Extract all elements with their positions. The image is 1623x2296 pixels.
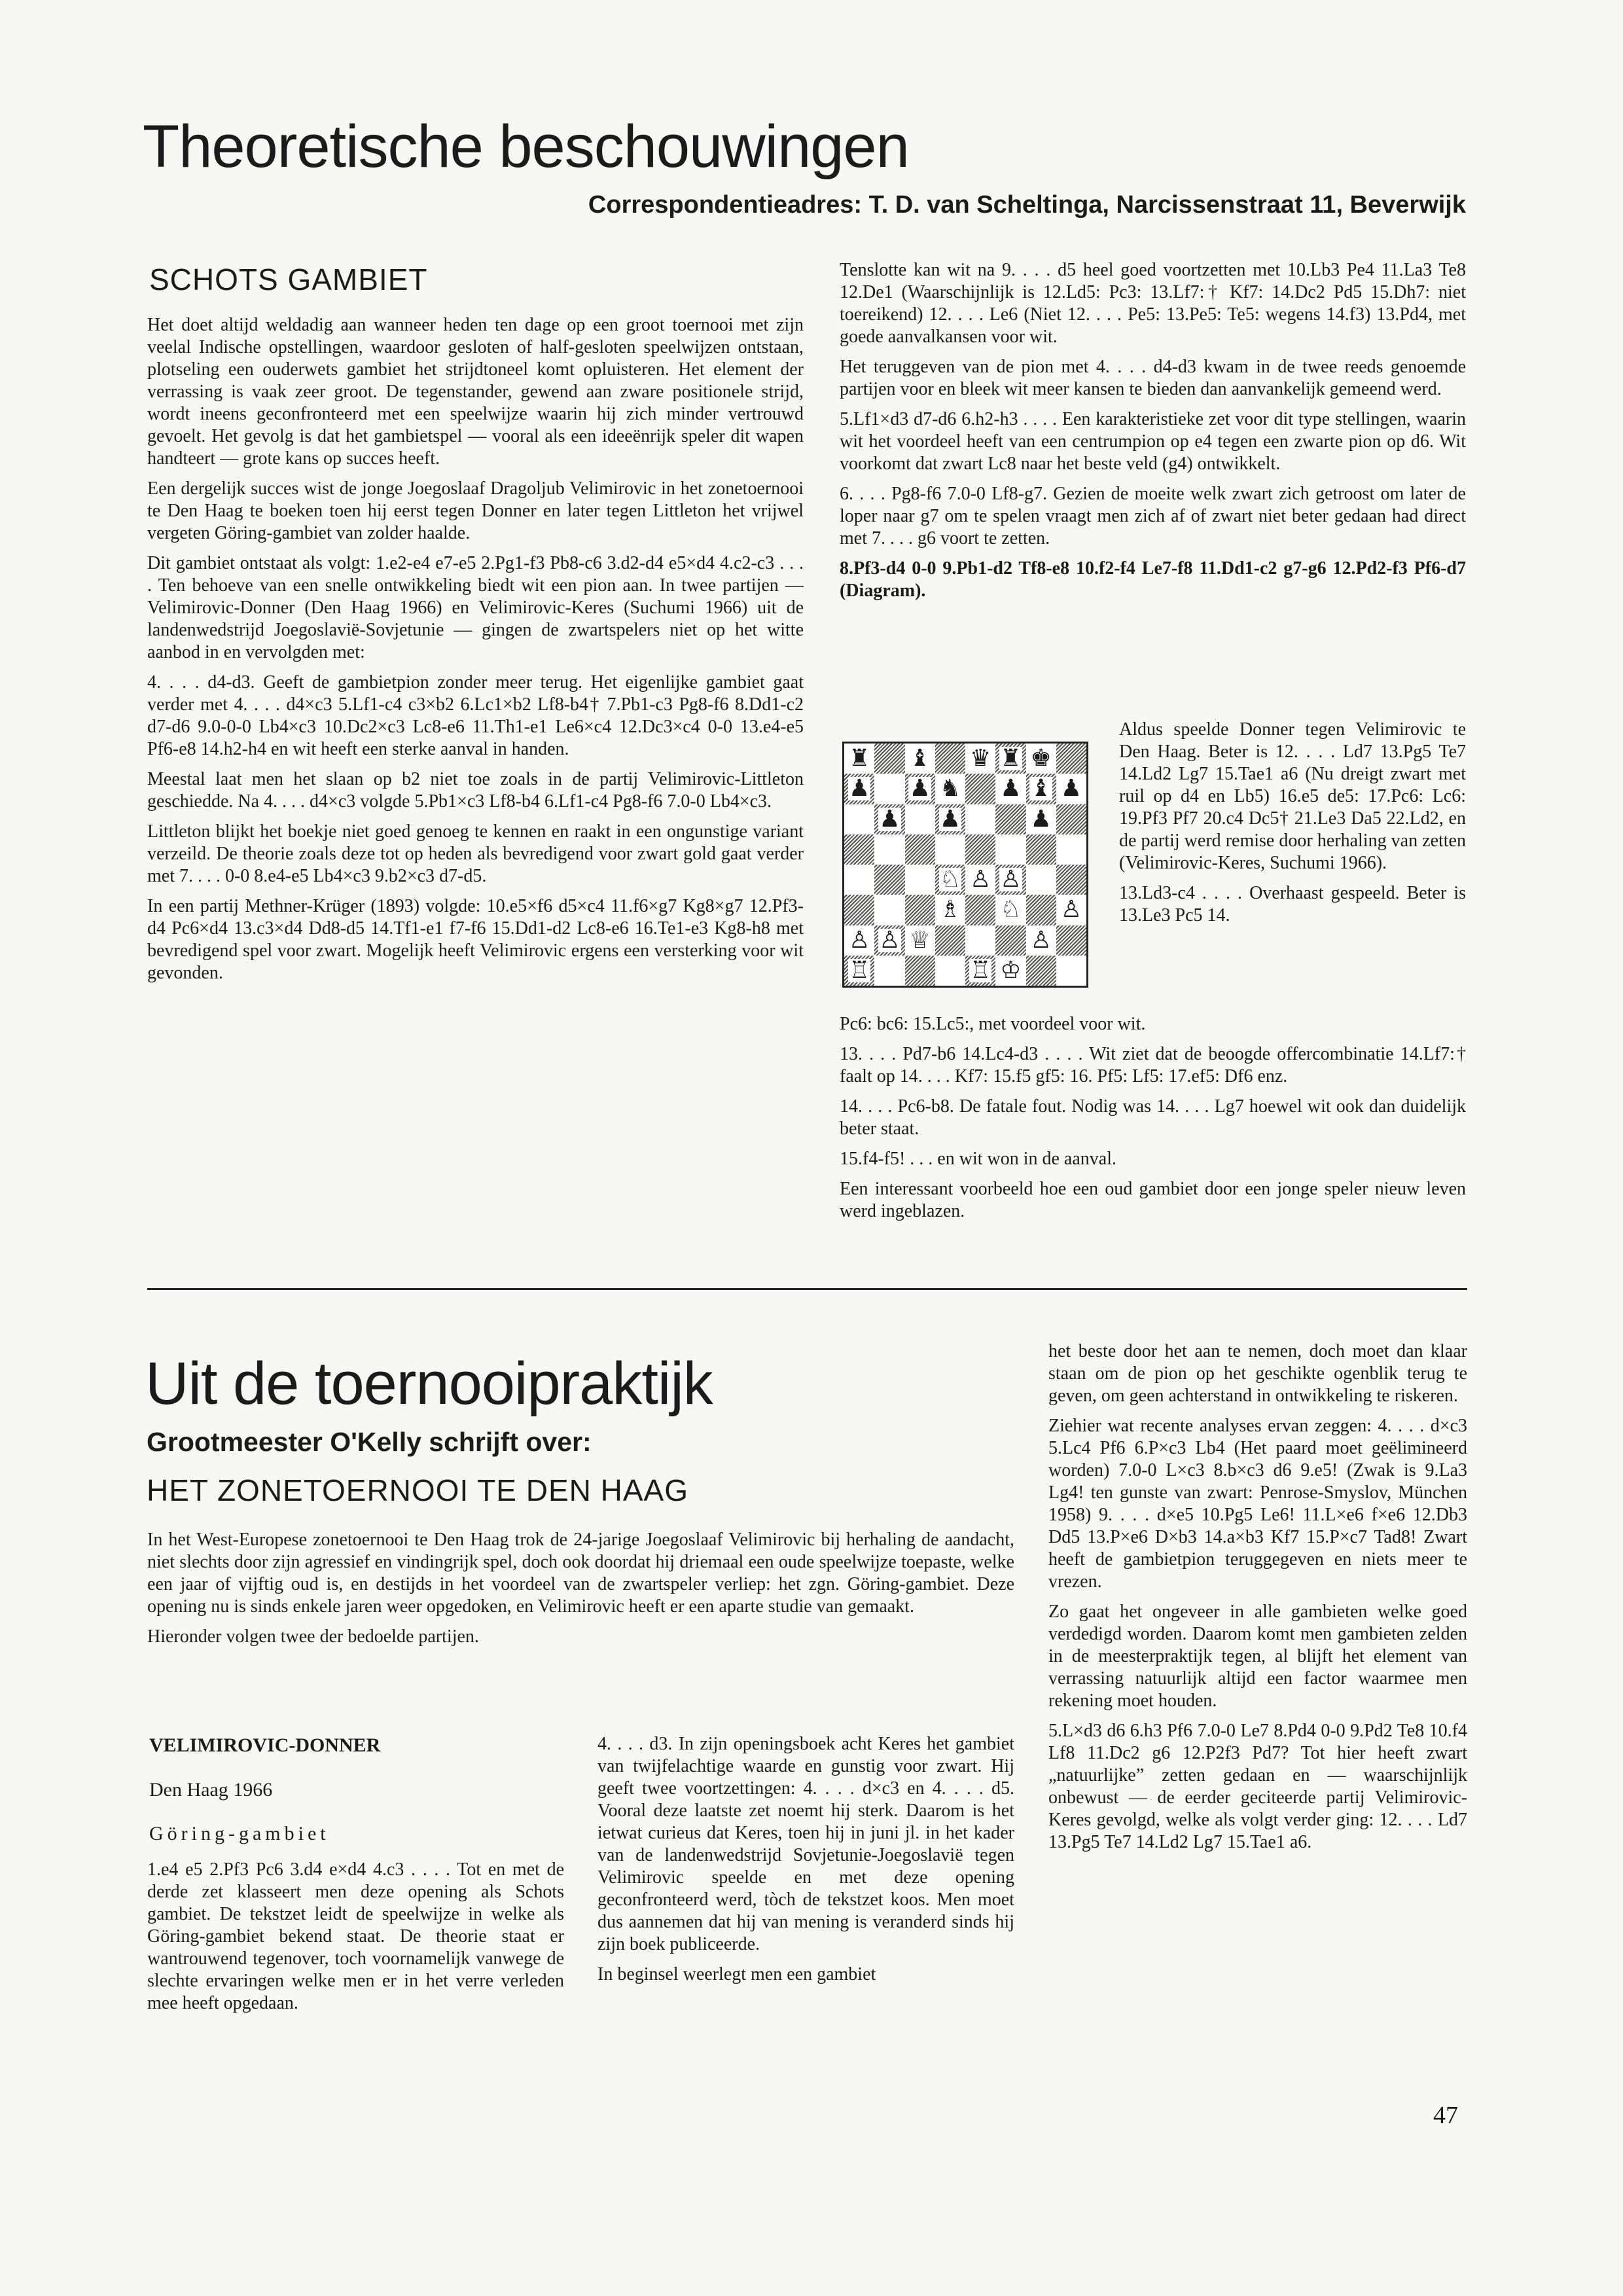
board-square-f4 (995, 865, 1026, 895)
board-square-h2 (1056, 925, 1086, 956)
board-square-e5 (965, 834, 995, 865)
paragraph: 8.Pf3-d4 0-0 9.Pb1-d2 Tf8-e8 10.f2-f4 Le7-f8 11.Dd1-c2 g7-g6 12.Pd2-f3 Pf6-d7 (Diagram). (840, 558, 1466, 601)
board-square-c1 (905, 956, 935, 986)
board-square-g7 (1026, 774, 1056, 804)
board-square-g1 (1026, 956, 1056, 986)
chess-piece: ♞ (939, 775, 961, 802)
paragraph: Dit gambiet ontstaat als volgt: 1.e2-e4 e7-e5 2.Pg1-f3 Pb8-c6 3.d2-d4 e5×d4 4.c2-c3 . . . . Ten behoeve van een snelle ontwikkeling biedt wit een pion aan. In twee partijen — Velimirovic-Donner (Den Haag 1966) en Velimirovic-Keres (Suchumi 1966) uit de landenwedstrijd Joegoslavië-Sovjetunie — gingen de zwartspelers niet op het witte aanbod in en vervolgden met: (147, 553, 804, 662)
board-square-f2 (995, 925, 1026, 956)
paragraph: Zo gaat het ongeveer in alle gambieten welke goed verdedigd worden. Daarom komt men gambieten zelden in de meesterpraktijk tegen, al blijft het element van verrassing natuurlijk altijd een factor waarmee men rekening moet houden. (1048, 1602, 1467, 1711)
paragraph: Hieronder volgen twee der bedoelde partijen. (147, 1626, 479, 1647)
chess-piece: ♜ (1000, 745, 1022, 772)
board-square-e3 (965, 895, 995, 925)
board-square-h8 (1056, 744, 1086, 774)
board-square-f8 (995, 744, 1026, 774)
paragraph: Pc6: bc6: 15.Lc5:, met voordeel voor wit. (840, 1014, 1146, 1034)
chess-piece: ♔ (1000, 956, 1022, 984)
board-square-d8 (935, 744, 965, 774)
board-square-a7 (844, 774, 874, 804)
board-square-a2 (844, 925, 874, 956)
chess-piece: ♟ (1060, 775, 1082, 802)
board-square-a6 (844, 804, 874, 834)
article2-title: Uit de toernooipraktijk (145, 1350, 713, 1417)
chess-piece: ♚ (1030, 745, 1052, 772)
chess-piece: ♕ (909, 926, 931, 954)
paragraph: In beginsel weerlegt men een gambiet (597, 1964, 876, 1984)
board-square-a3 (844, 895, 874, 925)
paragraph: 4. . . . d4-d3. Geeft de gambietpion zonder meer terug. Het eigenlijke gambiet gaat verder met 4. . . . d4×c3 5.Lf1-c4 c3×b2 6.Lc1×b2 Lf8-b4† 7.Pb1-c3 Pg8-f6 8.Dd1-c2 d7-d6 9.0-0-0 Lb4×c3 10.Dc2×c3 Lc8-e6 11.Th1-e1 Le6×c4 12.Dc3×c4 0-0 13.e4-e5 Pf6-e8 14.h2-h4 en wit heeft een sterke aanval in handen. (147, 672, 804, 759)
paragraph: Aldus speelde Donner tegen Velimirovic te Den Haag. Beter is 12. . . . Ld7 13.Pg5 Te7 14.Ld2 Lg7 15.Tae1 a6 (Nu dreigt zwart met ruil op d4 en Lb5) 16.e5 de5: 17.Pc6: Lc6: 19.Pf3 Pf7 20.c4 Dc5† 21.Le3 Da5 22.Ld2, en de partij werd remise door herhaling van zetten (Velimirovic-Keres, Suchumi 1966). (1119, 719, 1466, 873)
chess-piece: ♙ (1000, 866, 1022, 893)
board-square-a4 (844, 865, 874, 895)
board-square-a1 (844, 956, 874, 986)
board-square-e2 (965, 925, 995, 956)
board-square-e1 (965, 956, 995, 986)
paragraph: Een interessant voorbeeld hoe een oud gambiet door een jonge speler nieuw leven werd ingeblazen. (840, 1179, 1466, 1221)
board-square-d2 (935, 925, 965, 956)
chess-piece: ♙ (969, 866, 991, 893)
chess-piece: ♜ (848, 745, 870, 772)
chess-piece: ♟ (1000, 775, 1022, 802)
paragraph: 5.L×d3 d6 6.h3 Pf6 7.0-0 Le7 8.Pd4 0-0 9.Pd2 Te8 10.f4 Lf8 11.Dc2 g6 12.P2f3 Pd7? Tot hier heeft zwart „natuurlijke” zetten gedaan en — waarschijnlijk onbewust — de eerder geciteerde partij Velimirovic-Keres gevolgd, welke als volgt verder ging: 12. . . . Ld7 13.Pg5 Te7 14.Ld2 Lg7 15.Tae1 a6. (1048, 1721, 1467, 1852)
board-square-g2 (1026, 925, 1056, 956)
board-square-b8 (874, 744, 904, 774)
correspondence-address: Correspondentieadres: T. D. van Scheltinga, Narcissenstraat 11, Beverwijk (588, 191, 1466, 219)
paragraph: Littleton blijkt het boekje niet goed genoeg te kennen en raakt in een ongunstige variant verzeild. De theorie zoals deze tot op heden als bevredigend voor zwart gold gaat verder met 7. . . . 0-0 8.e4-e5 Lb4×c3 9.b2×c3 d7-d5. (147, 821, 804, 886)
paragraph: 13.Ld3-c4 . . . . Overhaast gespeeld. Beter is 13.Le3 Pc5 14. (1119, 883, 1466, 925)
chess-diagram (842, 742, 1088, 988)
article2-byline: Grootmeester O'Kelly schrijft over: (147, 1427, 592, 1457)
chess-piece: ♙ (1060, 896, 1082, 924)
board-square-e8 (965, 744, 995, 774)
article2-column-2 (597, 1733, 1014, 1994)
chess-piece: ♙ (879, 926, 901, 954)
board-square-c4 (905, 865, 935, 895)
chess-piece: ♟ (879, 805, 901, 833)
board-square-c5 (905, 834, 935, 865)
board-square-h4 (1056, 865, 1086, 895)
board-square-h7 (1056, 774, 1086, 804)
board-square-c7 (905, 774, 935, 804)
board-square-g4 (1026, 865, 1056, 895)
article1-right-column-continued (840, 1013, 1466, 1230)
chess-piece: ♖ (969, 956, 991, 984)
chess-piece: ♙ (848, 926, 870, 954)
board-square-d5 (935, 834, 965, 865)
board-square-g6 (1026, 804, 1056, 834)
board-square-b3 (874, 895, 904, 925)
board-square-g8 (1026, 744, 1056, 774)
board-square-a8 (844, 744, 874, 774)
article1-left-column (147, 314, 804, 992)
board-square-b2 (874, 925, 904, 956)
paragraph: 4. . . . d3. In zijn openingsboek acht Keres het gambiet van twijfelachtige waarde en gunstig voor zwart. Hij geeft twee voortzettingen: 4. . . . d×c3 en 4. . . . d5. Vooral deze laatste zet noemt hij sterk. Daarom is het ietwat curieus dat Keres, toen hij in juni jl. in het kader van de landenwedstrijd Sovjetunie-Joegoslavië tegen Velimirovic speelde en met deze opening geconfronteerd werd, tòch de tekstzet koos. Men moet dus aannemen dat hij van mening is veranderd sinds hij zijn boek publiceerde. (597, 1734, 1014, 1954)
board-square-f7 (995, 774, 1026, 804)
paragraph: 1.e4 e5 2.Pf3 Pc6 3.d4 e×d4 4.c3 . . . . Tot en met de derde zet klasseert men deze opening als Schots gambiet. De tekstzet leidt de speelwijze in welke als Göring-gambiet bekend staat. De theorie staat er wantrouwend tegenover, toch voornamelijk vanwege de slechte ervaringen welke men er in het verre verleden mee heeft opgedaan. (147, 1859, 564, 2013)
chess-piece: ♘ (1000, 896, 1022, 924)
paragraph: Het doet altijd weldadig aan wanneer heden ten dage op een groot toernooi met zijn veelal Indische opstellingen, waardoor gesloten of half-gesloten speelwijzen ontstaan, plotseling een ouderwets gambiet het strijdtoneel komt opluisteren. Het element der verrassing is vaak zeer groot. De tegenstander, gewend aan zware positionele strijd, wordt ineens geconfronteerd met een speelwijze waarin hij zich minder vertrouwd gevoelt. Het gevolg is dat het gambietspel — vooral als een ideeënrijk speler dit wapen handteert — grote kans op succes heeft. (147, 315, 804, 469)
board-square-h1 (1056, 956, 1086, 986)
paragraph: 15.f4-f5! . . . en wit won in de aanval. (840, 1149, 1116, 1169)
board-square-b4 (874, 865, 904, 895)
page-number: 47 (1433, 2102, 1458, 2129)
article2-column-3 (1048, 1340, 1467, 1861)
board-square-b7 (874, 774, 904, 804)
paragraph: Een dergelijk succes wist de jonge Joegoslaaf Dragoljub Velimirovic in het zonetoernooi te Den Haag te boeken toen hij eerst tegen Donner en later tegen Littleton het vrijwel vergeten Göring-gambiet van zolder haalde. (147, 478, 804, 543)
chess-piece: ♝ (909, 745, 931, 772)
paragraph: In een partij Methner-Krüger (1893) volgde: 10.e5×f6 d5×c4 11.f6×g7 Kg8×g7 12.Pf3-d4 Pc6×d4 13.c3×d4 Dd8-d5 14.Tf1-e1 f7-f6 15.Dd1-d2 Lc8-e6 16.Te1-e3 Kg8-h8 met bevredigend spel voor zwart. Mogelijk heeft Velimirovic ergens een versterking voor wit gevonden. (147, 896, 804, 983)
board-square-h6 (1056, 804, 1086, 834)
board-square-e4 (965, 865, 995, 895)
board-square-h5 (1056, 834, 1086, 865)
paragraph: Tenslotte kan wit na 9. . . . d5 heel goed voortzetten met 10.Lb3 Pe4 11.La3 Te8 12.De1 (Waarschijnlijk is 12.Ld5: Pc3: 13.Lf7:† Kf7: 14.Dc2 Pd5 15.Dh7: niet toereikend) 12. . . . Le6 (Niet 12. . . . Pe5: 13.Pe5: Te5: wegens 14.f3) 13.Pd4, met goede aanvalkansen voor wit. (840, 260, 1466, 347)
paragraph: Het teruggeven van de pion met 4. . . . d4-d3 kwam in de twee reeds genoemde partijen voor en bleek wit meer kansen te bieden dan aanvankelijk gemeend werd. (840, 357, 1466, 399)
chess-piece: ♙ (1030, 926, 1052, 954)
board-square-e7 (965, 774, 995, 804)
board-square-g5 (1026, 834, 1056, 865)
board-square-c6 (905, 804, 935, 834)
chess-piece: ♟ (939, 805, 961, 833)
chess-piece: ♛ (969, 745, 991, 772)
board-square-c2 (905, 925, 935, 956)
board-square-a5 (844, 834, 874, 865)
paragraph: 6. . . . Pg8-f6 7.0-0 Lf8-g7. Gezien de moeite welk zwart zich getroost om later de loper naar g7 om te spelen vraagt men zich af of zwart niet beter gedaan had direct met 7. . . . g6 voort te zetten. (840, 484, 1466, 548)
opening-name: Göring-gambiet (149, 1823, 330, 1844)
board-square-d3 (935, 895, 965, 925)
board-square-d7 (935, 774, 965, 804)
board-square-d1 (935, 956, 965, 986)
board-square-f3 (995, 895, 1026, 925)
section-divider (147, 1288, 1467, 1290)
board-square-f5 (995, 834, 1026, 865)
board-square-b1 (874, 956, 904, 986)
page-title: Theoretische beschouwingen (143, 113, 909, 180)
paragraph: 13. . . . Pd7-b6 14.Lc4-d3 . . . . Wit ziet dat de beoogde offercombinatie 14.Lf7:† faalt op 14. . . . Kf7: 15.f5 gf5: 16. Pf5: Lf5: 17.ef5: Df6 enz. (840, 1044, 1466, 1086)
paragraph: 5.Lf1×d3 d7-d6 6.h2-h3 . . . . Een karakteristieke zet voor dit type stellingen, waarin wit het voordeel heeft van een centrumpion op e4 tegen een zwarte pion op d6. Wit voorkomt dat zwart Lc8 naar het beste veld (g4) ontwikkelt. (840, 409, 1466, 474)
paragraph: het beste door het aan te nemen, doch moet dan klaar staan om de pion op het geschikte ogenblik terug te geven, om geen achterstand in ontwikkeling te riskeren. (1048, 1341, 1467, 1406)
chess-piece: ♟ (1030, 805, 1052, 833)
board-square-b5 (874, 834, 904, 865)
game-place: Den Haag 1966 (149, 1779, 273, 1801)
board-square-c8 (905, 744, 935, 774)
article2-column-1 (147, 1859, 564, 2022)
board-square-e6 (965, 804, 995, 834)
chess-piece: ♝ (1030, 775, 1052, 802)
board-square-g3 (1026, 895, 1056, 925)
board-square-d6 (935, 804, 965, 834)
paragraph: 14. . . . Pc6-b8. De fatale fout. Nodig was 14. . . . Lg7 hoewel wit ook dan duidelijk beter staat. (840, 1096, 1466, 1139)
chess-piece: ♟ (909, 775, 931, 802)
board-square-h3 (1056, 895, 1086, 925)
chess-piece: ♗ (939, 896, 961, 924)
article1-right-column (840, 259, 1466, 610)
game-title: VELIMIROVIC-DONNER (149, 1734, 381, 1756)
article2-intro (147, 1529, 1014, 1656)
paragraph: In het West-Europese zonetoernooi te Den Haag trok de 24-jarige Joegoslaaf Velimirovic bij herhaling de aandacht, niet slechts door zijn agressief en vindingrijk spel, doch ook doordat hij driemaal een oude speelwijze toepaste, welke een jaar of vijftig oud is, en destijds in het voordeel van de zwartspeler verliep: het zgn. Göring-gambiet. Deze opening nu is sinds enkele jaren weer opgedoken, en Velimirovic heeft er een aparte studie van gemaakt. (147, 1530, 1014, 1617)
board-square-f6 (995, 804, 1026, 834)
chess-piece: ♖ (848, 956, 870, 984)
section-heading-schots-gambiet: SCHOTS GAMBIET (149, 262, 428, 296)
chess-piece: ♟ (848, 775, 870, 802)
board-square-b6 (874, 804, 904, 834)
diagram-note (1119, 719, 1466, 935)
paragraph: Ziehier wat recente analyses ervan zeggen: 4. . . . d×c3 5.Lc4 Pf6 6.P×c3 Lb4 (Het paard moet geëlimineerd worden) 7.0-0 L×c3 8.b×c3 d6 9.e5! (Zwak is 9.La3 Lg4! ten gunste van zwart: Penrose-Smyslov, München 1958) 9. . . . d×e5 10.Pg5 Le6! 11.L×e6 f×e6 12.Db3 Dd5 13.P×e6 D×b3 14.a×b3 Kf7 15.P×c7 Tad8! Zwart heeft de gambietpion teruggegeven en niets meer te vrezen. (1048, 1416, 1467, 1592)
article2-heading: HET ZONETOERNOOI TE DEN HAAG (147, 1473, 689, 1507)
chess-piece: ♘ (939, 866, 961, 893)
board-square-f1 (995, 956, 1026, 986)
board-square-c3 (905, 895, 935, 925)
paragraph: Meestal laat men het slaan op b2 niet toe zoals in de partij Velimirovic-Littleton geschiedde. Na 4. . . . d4×c3 volgde 5.Pb1×c3 Lf8-b4 6.Lf1-c4 Pg8-f6 7.0-0 Lb4×c3. (147, 769, 804, 812)
board-square-d4 (935, 865, 965, 895)
